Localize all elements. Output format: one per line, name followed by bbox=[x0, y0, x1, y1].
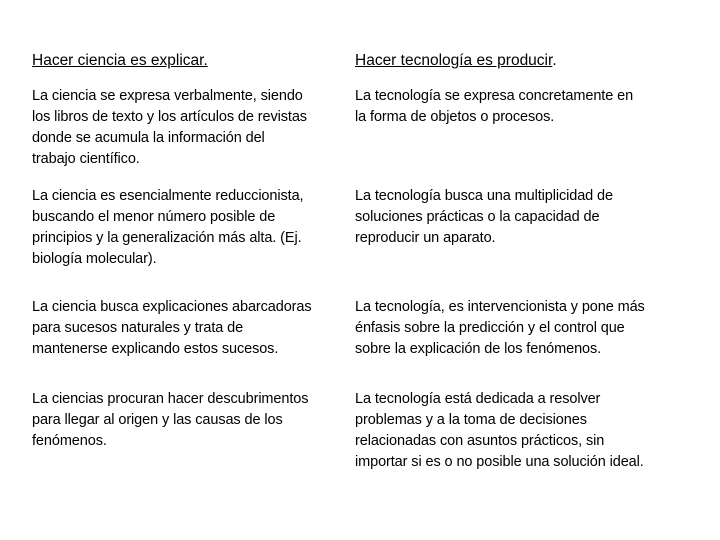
text-line: principios y la generalización más alta. (Ej. bbox=[32, 230, 302, 246]
technology-paragraph-1 bbox=[355, 86, 633, 128]
science-paragraph-2 bbox=[32, 186, 303, 270]
text-line: soluciones prácticas o la capacidad de bbox=[355, 209, 600, 225]
text-line: énfasis sobre la predicción y el control que bbox=[355, 320, 625, 336]
text-line: La ciencia se expresa verbalmente, siendo bbox=[32, 88, 303, 104]
text-line: La tecnología se expresa concretamente en bbox=[355, 88, 634, 104]
text-line: fenómenos. bbox=[32, 433, 107, 449]
text-line: para sucesos naturales y trata de bbox=[32, 320, 244, 336]
text-line: La tecnología busca una multiplicidad de bbox=[355, 188, 613, 204]
science-heading bbox=[32, 51, 208, 71]
science-paragraph-4 bbox=[32, 389, 308, 452]
text-line: problemas y a la toma de decisiones bbox=[355, 412, 587, 428]
science-heading-text: Hacer ciencia es explicar. bbox=[32, 52, 208, 69]
text-line: la forma de objetos o procesos. bbox=[355, 109, 555, 125]
text-line: los libros de texto y los artículos de revistas bbox=[32, 109, 307, 125]
text-line: La ciencia busca explicaciones abarcadoras bbox=[32, 299, 312, 315]
text-line: biología molecular). bbox=[32, 251, 157, 267]
text-line: trabajo científico. bbox=[32, 151, 140, 167]
technology-paragraph-4 bbox=[355, 389, 644, 473]
text-line: importar si es o no posible una solución ideal. bbox=[355, 454, 644, 470]
text-line: buscando el menor número posible de bbox=[32, 209, 276, 225]
text-line: sobre la explicación de los fenómenos. bbox=[355, 341, 602, 357]
science-paragraph-3 bbox=[32, 297, 312, 360]
technology-paragraph-2 bbox=[355, 186, 613, 249]
technology-heading bbox=[355, 51, 557, 71]
text-line: reproducir un aparato. bbox=[355, 230, 496, 246]
text-line: para llegar al origen y las causas de los bbox=[32, 412, 283, 428]
text-line: donde se acumula la información del bbox=[32, 130, 265, 146]
text-line: La tecnología está dedicada a resolver bbox=[355, 391, 601, 407]
text-line: relacionadas con asuntos prácticos, sin bbox=[355, 433, 605, 449]
text-line: mantenerse explicando estos sucesos. bbox=[32, 341, 279, 357]
text-line: La ciencias procuran hacer descubrimentos bbox=[32, 391, 309, 407]
text-line: La tecnología, es intervencionista y pone más bbox=[355, 299, 645, 315]
technology-paragraph-3 bbox=[355, 297, 645, 360]
text-line: La ciencia es esencialmente reduccionista, bbox=[32, 188, 304, 204]
technology-heading-text: Hacer tecnología es producir bbox=[355, 52, 553, 69]
technology-heading-period: . bbox=[552, 52, 557, 69]
science-paragraph-1 bbox=[32, 86, 307, 170]
